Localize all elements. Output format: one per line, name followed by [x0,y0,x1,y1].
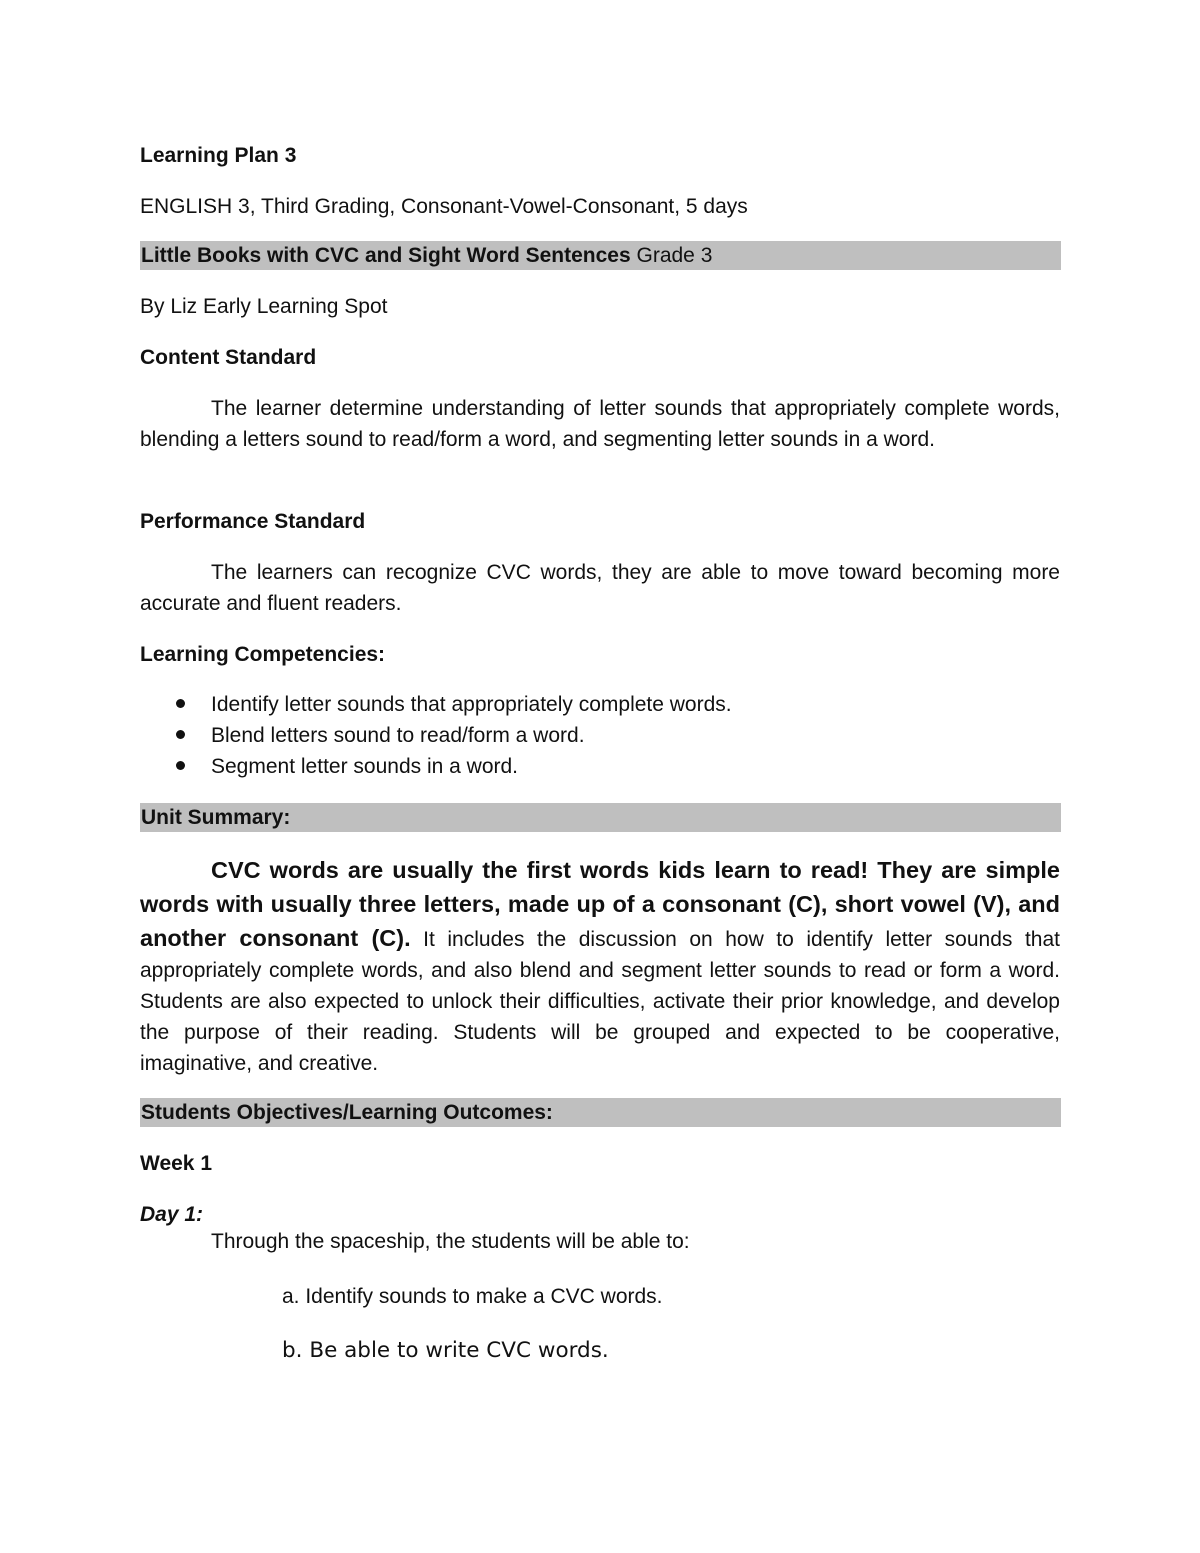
day-item-b: b. Be able to write CVC words. [282,1338,609,1363]
bullet-icon [176,761,185,770]
performance-standard-heading: Performance Standard [140,510,366,533]
list-item: Segment letter sounds in a word. [140,751,1060,782]
list-item: Identify letter sounds that appropriately complete words. [140,689,1060,720]
document-subtitle: ENGLISH 3, Third Grading, Consonant-Vowel-Consonant, 5 days [140,195,748,218]
day-item-a: a. Identify sounds to make a CVC words. [282,1285,663,1308]
performance-standard-text: The learners can recognize CVC words, they are able to move toward becoming more accurate and fluent readers. [140,561,1060,615]
list-item: Blend letters sound to read/form a word. [140,720,1060,751]
book-title-band [140,241,1061,270]
book-grade: Grade 3 [636,244,713,267]
bullet-icon [176,699,185,708]
competencies-heading: Learning Competencies: [140,643,386,666]
unit-summary-band [140,803,1061,832]
unit-summary-text [140,853,1060,1079]
unit-summary-body: It includes the discussion on how to identify letter sounds that appropriately complete words, and also blend and segment letter sounds to read or form a word. Students are also expected to unlock their difficulties, activate their prior knowledge, and develop the purpose of their reading. Students will be grouped and expected to be cooperative, imaginative, and creative. [140,928,1060,1075]
content-standard-heading: Content Standard [140,346,317,369]
day-intro: Through the spaceship, the students will be able to: [211,1230,690,1253]
competencies-list [140,689,1060,782]
bullet-icon [176,730,185,739]
byline: By Liz Early Learning Spot [140,295,388,318]
content-standard-text: The learner determine understanding of letter sounds that appropriately complete words, blending a letters sound to read/form a word, and segmenting letter sounds in a word. [140,397,1060,451]
unit-summary-bold: CVC words are usually the first words kids learn to read! They are simple words with usually three letters, made up of a consonant (C), short vowel (V), and another consonant (C). [140,857,1060,951]
objectives-band [140,1098,1061,1127]
objectives-heading: Students Objectives/Learning Outcomes: [141,1101,553,1124]
week-heading: Week 1 [140,1152,212,1175]
book-title: Little Books with CVC and Sight Word Sentences [141,244,631,267]
unit-summary-heading: Unit Summary: [141,806,291,829]
document-title: Learning Plan 3 [140,144,297,167]
day-label: Day 1: [140,1203,204,1226]
